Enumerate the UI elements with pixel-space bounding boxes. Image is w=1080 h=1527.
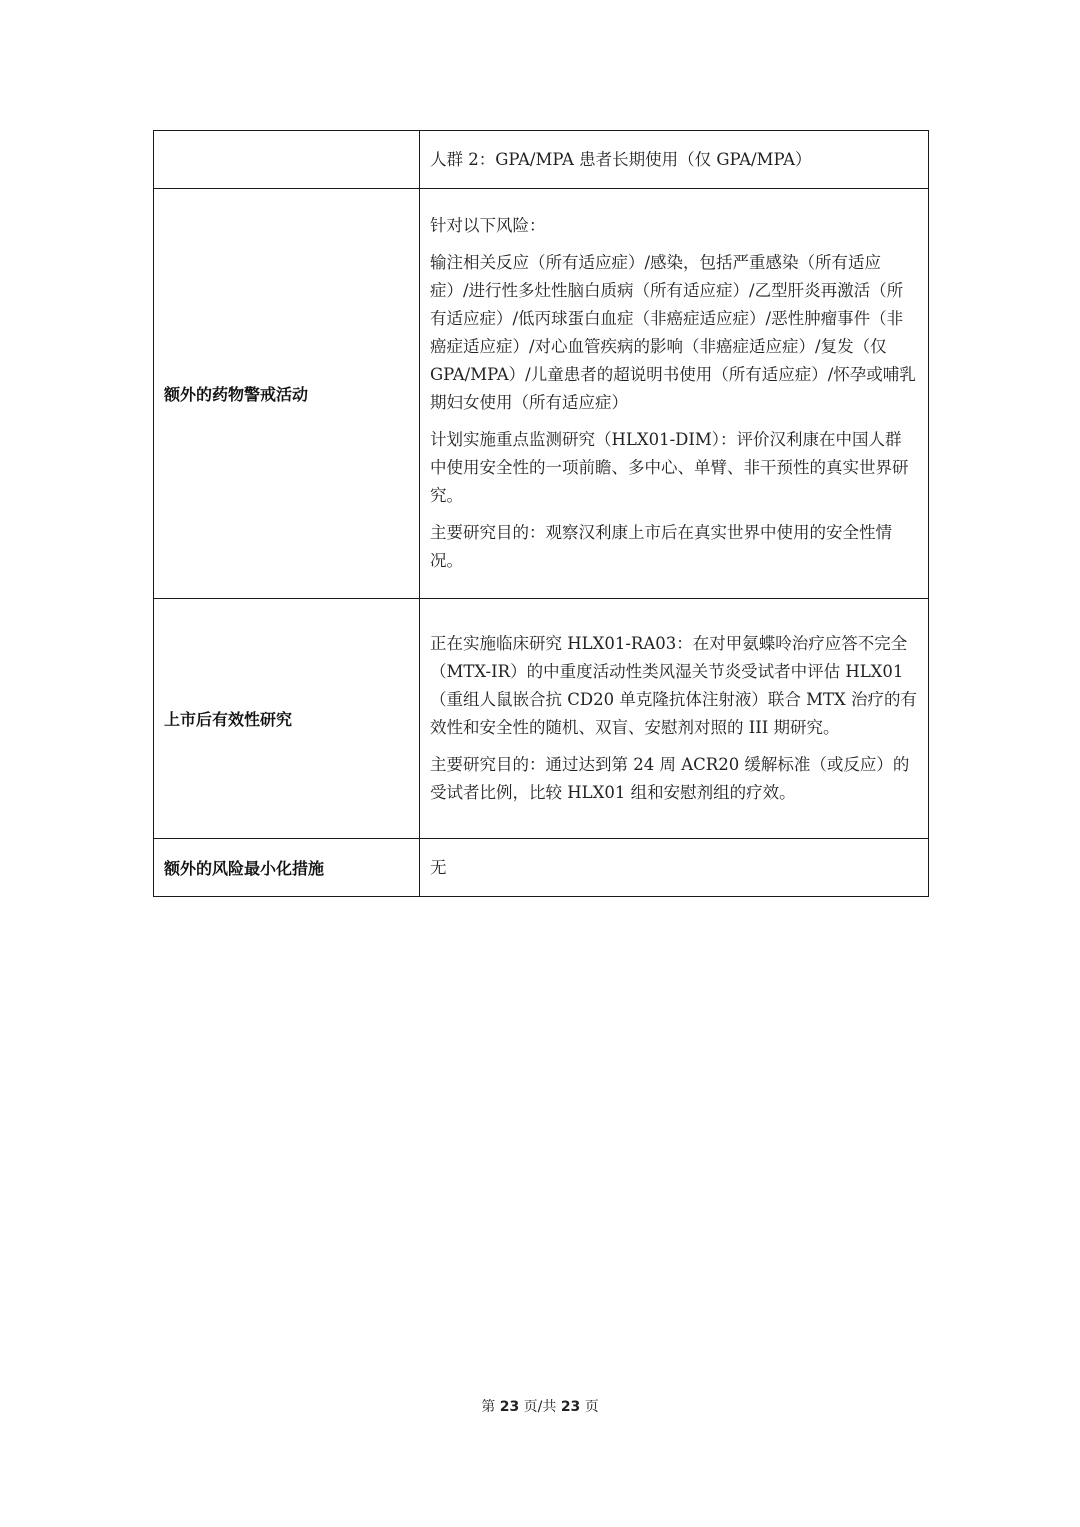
- footer-suffix: 页: [580, 1399, 599, 1415]
- total-page-number: 23: [560, 1399, 581, 1415]
- table-row: [154, 839, 929, 897]
- population-2-cell: [420, 131, 929, 189]
- table-row: [154, 131, 929, 189]
- risk-list-paragraph: 输注相关反应（所有适应症）/感染，包括严重感染（所有适应症）/进行性多灶性脑白质病（所有适应症）/乙型肝炎再激活（所有适应症）/低丙球蛋白血症（非癌症适应症）/恶性肿瘤事件（非癌症适应症）/对心血管疾病的影响（非癌症适应症）/复发（仅 GPA/MPA）/儿童患者的超说明书使用（所有适应症）/怀孕或哺乳期妇女使用（所有适应症）: [430, 253, 916, 412]
- risk-intro-paragraph: 针对以下风险：: [430, 216, 546, 235]
- clinical-study-paragraph: 正在实施临床研究 HLX01-RA03：在对甲氨蝶呤治疗应答不完全（MTX-IR）的中重度活动性类风湿关节炎受试者中评估 HLX01（重组人鼠嵌合抗 CD20 单克隆抗体注射液）联合 MTX 治疗的有效性和安全性的随机、双盲、安慰剂对照的 III 期研究。: [430, 634, 917, 737]
- risk-minimization-cell: [420, 839, 929, 897]
- page-footer: [0, 1396, 1080, 1416]
- risk-minimization-value: 无: [430, 857, 447, 877]
- table-row: [154, 599, 929, 839]
- table-row: [154, 189, 929, 599]
- efficacy-objective-paragraph: 主要研究目的：通过达到第 24 周 ACR20 缓解标准（或反应）的受试者比例，比较 HLX01 组和安慰剂组的疗效。: [430, 755, 910, 802]
- row-label-risk-minimization: 额外的风险最小化措施: [154, 839, 420, 897]
- risk-management-table: [153, 130, 929, 897]
- efficacy-study-cell: [420, 599, 929, 839]
- row-label-pharmacovigilance: 额外的药物警戒活动: [154, 189, 420, 599]
- monitoring-study-paragraph: 计划实施重点监测研究（HLX01-DIM）：评价汉利康在中国人群中使用安全性的一项前瞻、多中心、单臂、非干预性的真实世界研究。: [430, 430, 909, 505]
- monitoring-objective-paragraph: 主要研究目的：观察汉利康上市后在真实世界中使用的安全性情况。: [430, 523, 892, 570]
- footer-middle: 页/共: [519, 1399, 561, 1415]
- population-2-text: 人群 2：GPA/MPA 患者长期使用（仅 GPA/MPA）: [430, 149, 812, 169]
- footer-prefix: 第: [481, 1399, 500, 1415]
- row-label-efficacy-study: 上市后有效性研究: [154, 599, 420, 839]
- current-page-number: 23: [499, 1399, 520, 1415]
- row-label-empty: [154, 131, 420, 189]
- pharmacovigilance-cell: [420, 189, 929, 599]
